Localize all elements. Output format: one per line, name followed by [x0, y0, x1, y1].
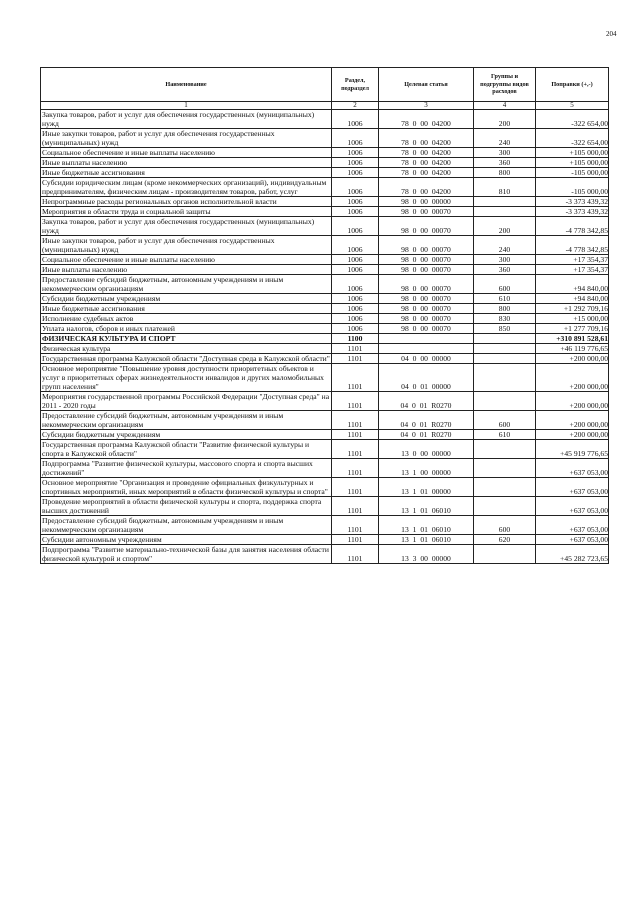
row-amount: +1 292 709,16: [536, 304, 609, 314]
row-group: [474, 334, 536, 344]
column-number: 2: [332, 102, 379, 110]
row-group: [474, 392, 536, 411]
row-target: 98 0 00 00070: [379, 294, 474, 304]
table-row: [41, 148, 609, 158]
table-row: [41, 158, 609, 168]
row-section: 1101: [332, 545, 379, 564]
col-header-section: Раздел, подраздел: [332, 68, 379, 102]
row-name: Подпрограмма "Развитие материально-технической базы для занятия населения области физической культурой и спортом": [41, 545, 332, 564]
column-number: 4: [474, 102, 536, 110]
row-group: [474, 545, 536, 564]
row-section: 1101: [332, 535, 379, 545]
row-target: 98 0 00 00070: [379, 207, 474, 217]
row-section: 1006: [332, 178, 379, 197]
row-name: Предоставление субсидий бюджетным, автономным учреждениям и иным некоммерческим организациям: [41, 516, 332, 535]
row-group: 800: [474, 304, 536, 314]
row-group: 360: [474, 265, 536, 275]
table-row: [41, 334, 609, 344]
row-amount: -4 778 342,85: [536, 236, 609, 255]
row-target: 98 0 00 00070: [379, 265, 474, 275]
row-amount: +637 053,00: [536, 516, 609, 535]
row-amount: -105 000,00: [536, 168, 609, 178]
row-name: Иные закупки товаров, работ и услуг для обеспечения государственных (муниципальных) нужд: [41, 236, 332, 255]
row-name: Физическая культура: [41, 344, 332, 354]
row-section: 1006: [332, 110, 379, 129]
row-section: 1006: [332, 207, 379, 217]
col-header-amount: Поправки (+,-): [536, 68, 609, 102]
row-target: 98 0 00 00070: [379, 217, 474, 236]
row-name: Предоставление субсидий бюджетным, автономным учреждениям и иным некоммерческим организациям: [41, 275, 332, 294]
row-target: 13 1 01 06010: [379, 516, 474, 535]
table-row: [41, 129, 609, 148]
row-target: 78 0 00 04200: [379, 178, 474, 197]
row-section: 1006: [332, 265, 379, 275]
row-name: Субсидии автономным учреждениям: [41, 535, 332, 545]
row-target: 04 0 01 00000: [379, 364, 474, 392]
row-target: 98 0 00 00000: [379, 197, 474, 207]
row-group: [474, 459, 536, 478]
row-amount: -3 373 439,32: [536, 207, 609, 217]
row-target: 13 0 00 00000: [379, 440, 474, 459]
row-group: [474, 440, 536, 459]
row-target: 98 0 00 00070: [379, 275, 474, 294]
row-target: 98 0 00 00070: [379, 255, 474, 265]
row-target: 13 1 01 06010: [379, 497, 474, 516]
row-amount: +17 354,37: [536, 265, 609, 275]
row-section: 1101: [332, 516, 379, 535]
row-group: 610: [474, 294, 536, 304]
row-amount: +45 919 776,65: [536, 440, 609, 459]
table-row: [41, 217, 609, 236]
row-section: 1006: [332, 324, 379, 334]
table-row: [41, 168, 609, 178]
budget-table: [40, 67, 609, 564]
row-group: 850: [474, 324, 536, 334]
row-amount: +200 000,00: [536, 364, 609, 392]
row-section: 1006: [332, 275, 379, 294]
row-target: 78 0 00 04200: [379, 158, 474, 168]
table-row: [41, 324, 609, 334]
row-name: Иные бюджетные ассигнования: [41, 168, 332, 178]
row-name: Социальное обеспечение и иные выплаты населению: [41, 255, 332, 265]
table-row: [41, 459, 609, 478]
row-group: 600: [474, 516, 536, 535]
row-group: [474, 354, 536, 364]
row-amount: +15 000,00: [536, 314, 609, 324]
table-row: [41, 294, 609, 304]
row-group: 200: [474, 110, 536, 129]
row-target: [379, 344, 474, 354]
column-number: 5: [536, 102, 609, 110]
row-section: 1101: [332, 497, 379, 516]
row-group: [474, 364, 536, 392]
row-section: 1006: [332, 294, 379, 304]
row-section: 1101: [332, 354, 379, 364]
row-section: 1006: [332, 236, 379, 255]
table-row: [41, 255, 609, 265]
col-header-group: Группы и подгруппы видов расходов: [474, 68, 536, 102]
row-name: Основное мероприятие "Повышение уровня доступности приоритетных объектов и услуг в приоритетных сферах жизнедеятельности инвалидов и других маломобильных групп населения": [41, 364, 332, 392]
row-name: Иные бюджетные ассигнования: [41, 304, 332, 314]
row-name: Уплата налогов, сборов и иных платежей: [41, 324, 332, 334]
row-section: 1101: [332, 411, 379, 430]
table-row: [41, 275, 609, 294]
col-header-target: Целевая статья: [379, 68, 474, 102]
row-target: 04 0 01 R0270: [379, 411, 474, 430]
row-target: 13 1 01 06010: [379, 535, 474, 545]
table-row: [41, 478, 609, 497]
row-section: 1101: [332, 440, 379, 459]
table-row: [41, 178, 609, 197]
row-section: 1006: [332, 158, 379, 168]
row-amount: +17 354,37: [536, 255, 609, 265]
col-header-name: Наименование: [41, 68, 332, 102]
table-row: [41, 440, 609, 459]
row-amount: +200 000,00: [536, 430, 609, 440]
row-amount: +310 891 528,61: [536, 334, 609, 344]
row-section: 1101: [332, 344, 379, 354]
row-name: Субсидии бюджетным учреждениям: [41, 294, 332, 304]
row-amount: +46 119 776,65: [536, 344, 609, 354]
row-name: Субсидии юридическим лицам (кроме некоммерческих организаций), индивидуальным предпринимателям, физическим лицам - производителям товаров, работ, услуг: [41, 178, 332, 197]
row-group: 800: [474, 168, 536, 178]
row-group: 600: [474, 275, 536, 294]
row-target: 13 1 00 00000: [379, 459, 474, 478]
row-group: 600: [474, 411, 536, 430]
row-amount: +637 053,00: [536, 497, 609, 516]
row-target: 78 0 00 04200: [379, 168, 474, 178]
row-name: Проведение мероприятий в области физической культуры и спорта, поддержка спорта высших достижений: [41, 497, 332, 516]
row-name: Мероприятия государственной программы Российской Федерации "Доступная среда" на 2011 - 2020 годы: [41, 392, 332, 411]
column-number: 1: [41, 102, 332, 110]
row-section: 1101: [332, 459, 379, 478]
row-name: Подпрограмма "Развитие физической культуры, массового спорта и спорта высших достижений": [41, 459, 332, 478]
column-number: 3: [379, 102, 474, 110]
row-target: 98 0 00 00070: [379, 314, 474, 324]
table-row: [41, 314, 609, 324]
table-row: [41, 545, 609, 564]
table-row: [41, 392, 609, 411]
row-amount: +94 840,00: [536, 294, 609, 304]
row-group: [474, 497, 536, 516]
row-target: 98 0 00 00070: [379, 304, 474, 314]
row-target: [379, 334, 474, 344]
row-name: Государственная программа Калужской области "Доступная среда в Калужской области": [42, 354, 330, 363]
row-target: 78 0 00 04200: [379, 129, 474, 148]
row-group: 300: [474, 255, 536, 265]
row-section: 1006: [332, 255, 379, 265]
row-group: 360: [474, 158, 536, 168]
row-name: Закупка товаров, работ и услуг для обеспечения государственных (муниципальных) нужд: [41, 217, 332, 236]
table-row: [41, 344, 609, 354]
row-amount: +94 840,00: [536, 275, 609, 294]
row-name: Закупка товаров, работ и услуг для обеспечения государственных (муниципальных) нужд: [41, 110, 332, 129]
row-section: 1101: [332, 430, 379, 440]
row-section: 1101: [332, 478, 379, 497]
row-group: [474, 207, 536, 217]
row-target: 98 0 00 00070: [379, 324, 474, 334]
table-row: [41, 197, 609, 207]
row-amount: +637 053,00: [536, 478, 609, 497]
row-target: 04 0 00 00000: [379, 354, 474, 364]
table-row: [41, 497, 609, 516]
row-amount: +45 282 723,65: [536, 545, 609, 564]
row-group: 240: [474, 236, 536, 255]
row-amount: -105 000,00: [536, 178, 609, 197]
row-target: 13 1 01 00000: [379, 478, 474, 497]
page-number: 204: [606, 30, 617, 38]
row-target: 98 0 00 00070: [379, 236, 474, 255]
table-row: [41, 430, 609, 440]
row-section: 1101: [332, 392, 379, 411]
row-name: Социальное обеспечение и иные выплаты населению: [41, 148, 332, 158]
column-number-row: [41, 102, 609, 110]
row-target: 78 0 00 04200: [379, 110, 474, 129]
row-section: 1006: [332, 197, 379, 207]
row-name: Исполнение судебных актов: [41, 314, 332, 324]
row-target: 04 0 01 R0270: [379, 430, 474, 440]
row-name: Предоставление субсидий бюджетным, автономным учреждениям и иным некоммерческим организациям: [41, 411, 332, 430]
table-row: [41, 304, 609, 314]
row-amount: -4 778 342,85: [536, 217, 609, 236]
row-group: 620: [474, 535, 536, 545]
row-group: 300: [474, 148, 536, 158]
row-section: 1100: [332, 334, 379, 344]
row-name: Иные закупки товаров, работ и услуг для обеспечения государственных (муниципальных) нужд: [41, 129, 332, 148]
row-name: Иные выплаты населению: [41, 265, 332, 275]
row-amount: +637 053,00: [536, 535, 609, 545]
row-name: Мероприятия в области труда и социальной защиты: [41, 207, 332, 217]
table-row: [41, 265, 609, 275]
row-name: Непрограммные расходы региональных органов исполнительной власти: [41, 197, 332, 207]
row-section: 1006: [332, 148, 379, 158]
table-row: [41, 110, 609, 129]
table-row: [41, 236, 609, 255]
row-target: 78 0 00 04200: [379, 148, 474, 158]
row-amount: +200 000,00: [536, 354, 609, 364]
row-amount: -322 654,00: [536, 129, 609, 148]
row-amount: -3 373 439,32: [536, 197, 609, 207]
row-amount: +105 000,00: [536, 158, 609, 168]
table-row: [41, 411, 609, 430]
row-group: 830: [474, 314, 536, 324]
row-amount: +1 277 709,16: [536, 324, 609, 334]
row-name: Иные выплаты населению: [41, 158, 332, 168]
row-section: 1006: [332, 168, 379, 178]
table-row: [41, 364, 609, 392]
table-row: [41, 535, 609, 545]
row-name: Субсидии бюджетным учреждениям: [41, 430, 332, 440]
row-target: 13 3 00 00000: [379, 545, 474, 564]
row-group: 610: [474, 430, 536, 440]
row-amount: +105 000,00: [536, 148, 609, 158]
row-group: [474, 197, 536, 207]
table-row: [41, 207, 609, 217]
row-group: [474, 478, 536, 497]
table-row: [41, 354, 609, 364]
row-group: 810: [474, 178, 536, 197]
row-name: Государственная программа Калужской области "Развитие физической культуры и спорта в Калужской области": [41, 440, 332, 459]
table-body: [41, 110, 609, 564]
row-section: 1006: [332, 314, 379, 324]
row-amount: +200 000,00: [536, 392, 609, 411]
row-section: 1006: [332, 217, 379, 236]
row-group: 200: [474, 217, 536, 236]
row-amount: +637 053,00: [536, 459, 609, 478]
table-row: [41, 516, 609, 535]
row-section: 1006: [332, 129, 379, 148]
row-group: [474, 344, 536, 354]
row-amount: +200 000,00: [536, 411, 609, 430]
row-name: Основное мероприятие "Организация и проведение официальных физкультурных и спортивных мероприятий, иных мероприятий в области физической культуры и спорта": [41, 478, 332, 497]
row-group: 240: [474, 129, 536, 148]
row-amount: -322 654,00: [536, 110, 609, 129]
row-section: 1101: [332, 364, 379, 392]
row-name: ФИЗИЧЕСКАЯ КУЛЬТУРА И СПОРТ: [41, 334, 332, 344]
header-row: [41, 68, 609, 102]
row-target: 04 0 01 R0270: [379, 392, 474, 411]
row-section: 1006: [332, 304, 379, 314]
